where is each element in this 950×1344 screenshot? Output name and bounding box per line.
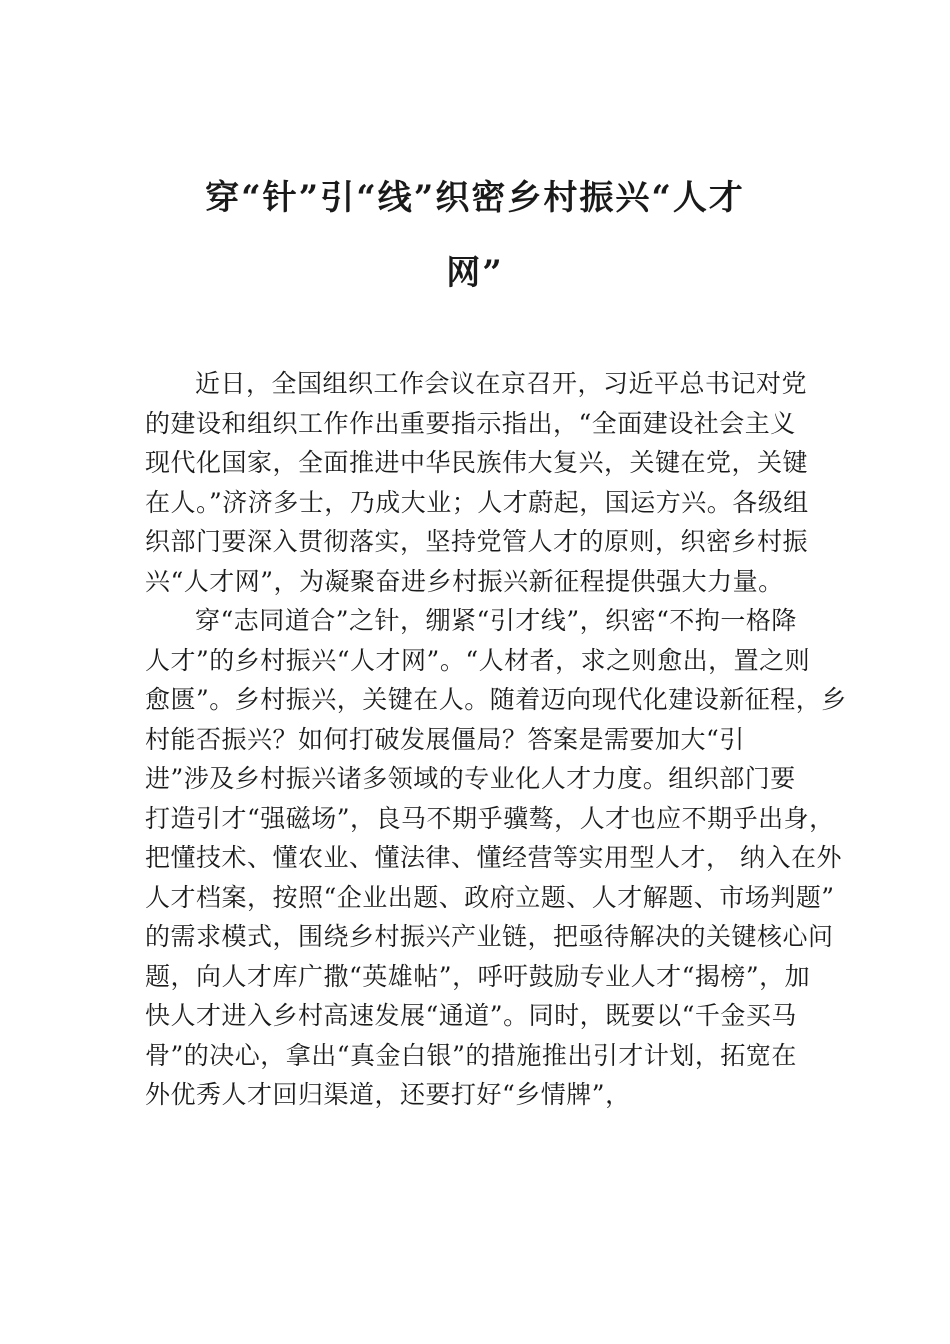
body-line: 进”涉及乡村振兴诸多领域的专业化人才力度。组织部门要 (145, 764, 796, 793)
body-line: 村能否振兴？如何打破发展僵局？答案是需要加大“引 (145, 724, 745, 754)
body-line: 人才”的乡村振兴“人才网”。“人材者，求之则愈出，置之则 (145, 645, 811, 675)
document-title-line-1: 穿“针”引“线”织密乡村振兴“人才 (205, 178, 745, 218)
body-line: 的需求模式，围绕乡村振兴产业链，把亟待解决的关键核心问 (145, 922, 834, 951)
body-line: 愈匮”。乡村振兴，关键在人。随着迈向现代化建设新征程，乡 (145, 685, 847, 714)
body-line: 织部门要深入贯彻落实，坚持党管人才的原则，织密乡村振 (145, 527, 809, 556)
body-line: 近日，全国组织工作会议在京召开，习近平总书记对党 (195, 369, 808, 398)
body-line: 现代化国家，全面推进中华民族伟大复兴，关键在党，关键 (145, 448, 809, 477)
body-line: 外优秀人才回归渠道，还要打好“乡情牌”， (145, 1080, 631, 1109)
body-line: 人才档案，按照“企业出题、政府立题、人才解题、市场判题” (145, 882, 835, 912)
body-line: 的建设和组织工作作出重要指示指出，“全面建设社会主义 (145, 408, 796, 438)
document-body (145, 364, 847, 1115)
body-line: 在人。”济济多士，乃成大业；人才蔚起，国运方兴。各级组 (145, 487, 809, 517)
body-line: 骨”的决心，拿出“真金白银”的措施推出引才计划，拓宽在 (145, 1040, 797, 1070)
document-title-line-2: 网” (446, 253, 504, 293)
body-line: 打造引才“强磁场”，良马不期乎骥骜，人才也应不期乎出身， (145, 803, 835, 833)
body-line: 题，向人才库广撒“英雄帖”，呼吁鼓励专业人才“揭榜”，加 (145, 961, 811, 991)
body-line: 快人才进入乡村高速发展“通道”。同时，既要以“千金买马 (145, 1001, 797, 1030)
body-line: 穿“志同道合”之针，绷紧“引才线”，织密“不拘一格降 (195, 606, 797, 635)
body-line: 把懂技术、懂农业、懂法律、懂经营等实用型人才， 纳入在外 (145, 843, 842, 872)
body-line: 兴“人才网”，为凝聚奋进乡村振兴新征程提供强大力量。 (145, 566, 784, 596)
